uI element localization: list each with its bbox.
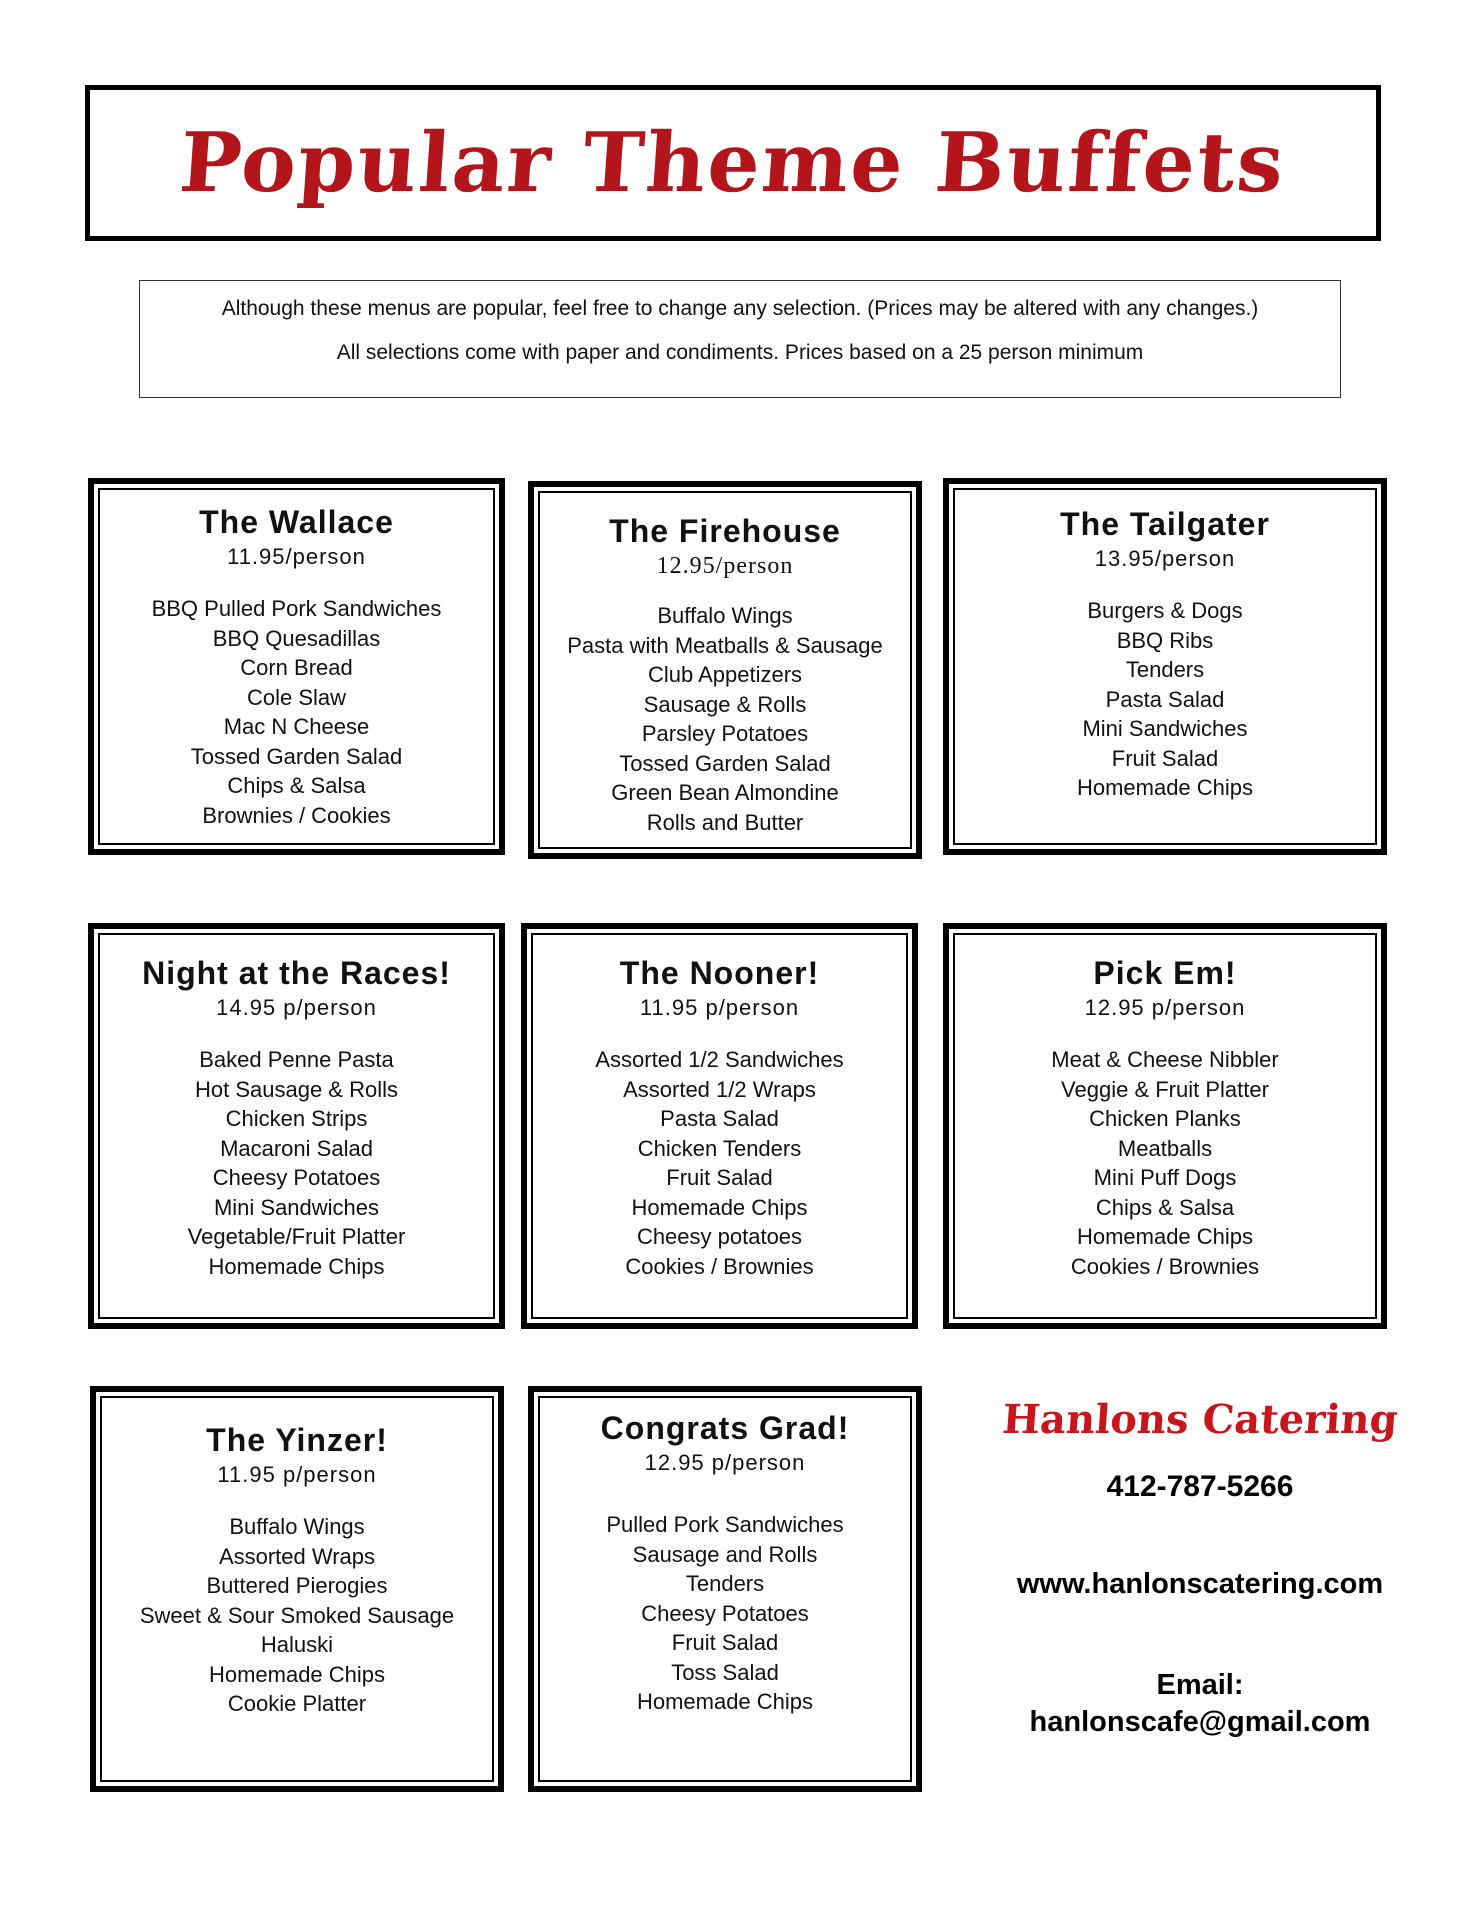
menu-item: Rolls and Butter bbox=[646, 809, 804, 835]
menu-card-yinzer bbox=[90, 1386, 504, 1792]
menu-title: Night at the Races! bbox=[142, 955, 451, 991]
menu-price: 14.95 p/person bbox=[216, 995, 377, 1020]
menu-items bbox=[540, 1510, 910, 1717]
menu-card-inner bbox=[98, 488, 495, 845]
menu-title: The Yinzer! bbox=[206, 1422, 388, 1458]
menu-item: Pulled Pork Sandwiches bbox=[606, 1512, 844, 1537]
menu-title: The Nooner! bbox=[619, 955, 820, 991]
phone-number: 412-787-5266 bbox=[1106, 1470, 1294, 1503]
menu-item: Fruit Salad bbox=[1111, 745, 1219, 771]
menu-item: BBQ Pulled Pork Sandwiches bbox=[151, 596, 442, 621]
menu-item: Meat & Cheese Nibbler bbox=[1051, 1047, 1279, 1072]
menu-item: Tossed Garden Salad bbox=[619, 750, 831, 776]
menu-item: Vegetable/Fruit Platter bbox=[187, 1224, 406, 1249]
menu-item: Mac N Cheese bbox=[223, 714, 370, 739]
menu-items bbox=[533, 1045, 906, 1281]
menu-item: Sweet & Sour Smoked Sausage bbox=[139, 1602, 455, 1628]
menu-card-inner bbox=[953, 488, 1377, 845]
info-note-box bbox=[139, 280, 1341, 398]
menu-items bbox=[955, 1045, 1375, 1281]
menu-item: Cookies / Brownies bbox=[1070, 1253, 1260, 1279]
menu-title: The Wallace bbox=[199, 504, 394, 540]
menu-item: Macaroni Salad bbox=[220, 1135, 373, 1161]
menu-item: Veggie & Fruit Platter bbox=[1061, 1076, 1269, 1102]
menu-price: 13.95/person bbox=[1094, 546, 1236, 571]
menu-price: 11.95 p/person bbox=[217, 1462, 377, 1487]
menu-item: Buffalo Wings bbox=[657, 603, 793, 628]
title-banner bbox=[85, 85, 1381, 241]
website-link[interactable]: www.hanlonscatering.com bbox=[1016, 1568, 1384, 1600]
menu-item: Cheesy Potatoes bbox=[641, 1600, 809, 1626]
menu-item: Meatballs bbox=[1117, 1135, 1213, 1161]
menu-item: Burgers & Dogs bbox=[1087, 598, 1243, 623]
menu-price: 12.95 p/person bbox=[1084, 995, 1246, 1020]
menu-title: The Firehouse bbox=[609, 513, 841, 549]
menu-item: Cookie Platter bbox=[227, 1691, 367, 1716]
menu-item: Chips & Salsa bbox=[227, 773, 366, 798]
menu-card-nooner bbox=[521, 923, 918, 1329]
menu-item: Mini Puff Dogs bbox=[1093, 1165, 1237, 1190]
page-title: Popular Theme Buffets bbox=[177, 115, 1289, 211]
menu-item: Pasta Salad bbox=[660, 1106, 779, 1131]
menu-card-inner bbox=[100, 1396, 494, 1782]
menu-card-inner bbox=[538, 491, 912, 849]
menu-item: Assorted Wraps bbox=[218, 1543, 376, 1569]
menu-item: Chicken Tenders bbox=[637, 1135, 802, 1161]
menu-item: Cookies / Brownies bbox=[625, 1253, 814, 1279]
menu-item: Chips & Salsa bbox=[1095, 1194, 1235, 1220]
menu-item: Corn Bread bbox=[240, 655, 353, 680]
menu-card-pick-em bbox=[943, 923, 1387, 1329]
menu-item: BBQ Quesadillas bbox=[212, 625, 381, 651]
menu-items bbox=[102, 1512, 492, 1719]
menu-card-inner bbox=[953, 933, 1377, 1319]
menu-card-congrats-grad bbox=[528, 1386, 922, 1792]
menu-title: Congrats Grad! bbox=[600, 1410, 850, 1446]
menu-card-tailgater bbox=[943, 478, 1387, 855]
menu-title: The Tailgater bbox=[1060, 506, 1270, 542]
menu-item: Cheesy potatoes bbox=[636, 1224, 803, 1249]
menu-item: Brownies / Cookies bbox=[202, 802, 391, 828]
menu-item: Assorted 1/2 Wraps bbox=[623, 1076, 816, 1102]
menu-item: Sausage and Rolls bbox=[632, 1541, 818, 1567]
menu-item: Green Bean Almondine bbox=[611, 780, 839, 805]
menu-item: Fruit Salad bbox=[666, 1165, 773, 1190]
menu-item: Haluski bbox=[260, 1632, 334, 1657]
menu-card-firehouse bbox=[528, 481, 922, 859]
menu-card-night-at-the-races bbox=[88, 923, 505, 1329]
menu-item: Chicken Strips bbox=[225, 1106, 368, 1131]
menu-item: Parsley Potatoes bbox=[641, 721, 809, 746]
email-address[interactable]: hanlonscafe@gmail.com bbox=[1029, 1706, 1371, 1738]
menu-item: Baked Penne Pasta bbox=[199, 1047, 394, 1072]
menu-item: Homemade Chips bbox=[636, 1689, 814, 1714]
menu-price: 12.95 p/person bbox=[644, 1450, 806, 1475]
contact-block bbox=[960, 1390, 1440, 1739]
menu-items bbox=[540, 601, 910, 837]
menu-item: Buttered Pierogies bbox=[206, 1573, 388, 1598]
menu-price: 11.95/person bbox=[227, 544, 366, 569]
menu-item: Toss Salad bbox=[671, 1659, 779, 1685]
menu-item: Tenders bbox=[685, 1571, 765, 1596]
menu-item: Chicken Planks bbox=[1089, 1106, 1241, 1131]
menu-item: Cole Slaw bbox=[246, 684, 347, 710]
menu-title: Pick Em! bbox=[1093, 955, 1237, 991]
menu-item: Tenders bbox=[1125, 657, 1205, 682]
menu-items bbox=[955, 596, 1375, 803]
menu-card-inner bbox=[538, 1396, 912, 1782]
note-line-minimum: All selections come with paper and condiments. Prices based on a 25 person minimum bbox=[336, 341, 1144, 364]
menu-item: Hot Sausage & Rolls bbox=[195, 1076, 398, 1102]
menu-item: Mini Sandwiches bbox=[1082, 716, 1248, 741]
menu-item: BBQ Ribs bbox=[1116, 627, 1214, 653]
email-label: Email: bbox=[1156, 1669, 1244, 1701]
menu-item: Homemade Chips bbox=[1076, 1224, 1254, 1249]
brand-name: Hanlons Catering bbox=[1000, 1396, 1400, 1443]
menu-item: Tossed Garden Salad bbox=[190, 743, 403, 769]
menu-card-inner bbox=[531, 933, 908, 1319]
menu-item: Fruit Salad bbox=[671, 1630, 779, 1655]
menu-item: Club Appetizers bbox=[647, 662, 803, 687]
menu-item: Homemade Chips bbox=[208, 1661, 386, 1687]
menu-card-inner bbox=[98, 933, 495, 1319]
menu-item: Sausage & Rolls bbox=[643, 691, 807, 717]
menu-item: Homemade Chips bbox=[208, 1253, 385, 1279]
menu-item: Pasta Salad bbox=[1105, 686, 1225, 712]
menu-card-wallace bbox=[88, 478, 505, 855]
menu-item: Mini Sandwiches bbox=[213, 1194, 380, 1220]
menu-item: Assorted 1/2 Sandwiches bbox=[595, 1047, 844, 1072]
menu-item: Buffalo Wings bbox=[229, 1514, 365, 1539]
menu-item: Cheesy Potatoes bbox=[212, 1165, 381, 1190]
menu-item: Pasta with Meatballs & Sausage bbox=[567, 632, 883, 658]
menu-item: Homemade Chips bbox=[631, 1194, 808, 1220]
menu-items bbox=[100, 594, 493, 830]
menu-items bbox=[100, 1045, 493, 1281]
menu-price: 11.95 p/person bbox=[639, 995, 800, 1020]
note-line-changes: Although these menus are popular, feel free to change any selection. (Prices may be altered with any changes.) bbox=[221, 297, 1259, 320]
menu-price: 12.95/person bbox=[656, 553, 794, 579]
menu-item: Homemade Chips bbox=[1076, 775, 1254, 800]
